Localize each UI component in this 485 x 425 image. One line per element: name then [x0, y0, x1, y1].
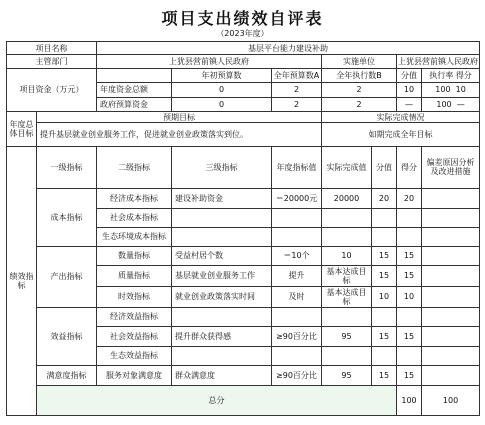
benefit-r1-target — [272, 307, 322, 326]
funds-header-initial: 年初预算数 — [172, 68, 272, 82]
dept-value: 上犹县营前镇人民政府 — [97, 55, 322, 68]
impl-value: 上犹县营前镇人民政府 — [397, 55, 480, 68]
funds-row-total-label: 年度资金总额 — [97, 83, 172, 97]
output-r1-deviation — [422, 246, 480, 265]
evaluation-table — [6, 41, 480, 416]
output-r3-l2: 时效指标 — [97, 286, 172, 307]
funds-header-score: 得分 — [455, 70, 472, 80]
benefit-r1-deviation — [422, 307, 480, 326]
cost-r2-score — [397, 208, 422, 227]
output-r2-l2: 质量指标 — [97, 265, 172, 286]
output-r2-target: 提升 — [272, 265, 322, 286]
page-year: （2023年度） — [216, 29, 269, 38]
benefit-r3-target — [272, 346, 322, 365]
perf-header-weight: 分值 — [372, 146, 397, 188]
perf-header-score: 得分 — [397, 146, 422, 188]
funds-row-gov-weight: — — [397, 97, 422, 111]
funds-row-gov-executed: 2 — [322, 97, 397, 111]
output-r3-target: 及时 — [272, 286, 322, 307]
perf-header-l2: 二级指标 — [97, 146, 172, 188]
output-r1-score: 15 — [397, 246, 422, 265]
output-r2-actual: 基本达成目标 — [322, 265, 372, 286]
satisfaction-r1-weight: 15 — [372, 365, 397, 385]
page-title: 项目支出绩效自评表 — [161, 9, 324, 28]
output-r1-weight: 15 — [372, 246, 397, 265]
satisfaction-r1-l2: 服务对象满意度 — [97, 365, 172, 385]
perf-header-deviation: 偏差原因分析及改进措施 — [422, 146, 480, 188]
cost-r2-l3 — [172, 208, 272, 227]
cost-r3-l2: 生态环境成本指标 — [97, 227, 172, 246]
total-score: 100 — [422, 385, 480, 415]
funds-row-total-annual: 2 — [272, 83, 322, 97]
dept-label: 主管部门 — [7, 55, 97, 68]
benefit-r3-weight — [372, 346, 397, 365]
funds-row-total-rate-score — [422, 83, 480, 97]
funds-header-rate: 执行率 — [429, 70, 454, 80]
benefit-r2-actual: 95 — [322, 326, 372, 346]
output-r2-deviation — [422, 265, 480, 286]
satisfaction-l1: 满意度指标 — [37, 365, 97, 385]
impl-label: 实施单位 — [322, 55, 397, 68]
cost-l1: 成本指标 — [37, 188, 97, 246]
cost-r1-target: ＝20000元 — [272, 188, 322, 208]
benefit-r2-l3: 提升群众获得感 — [172, 326, 272, 346]
output-l1: 产出指标 — [37, 246, 97, 307]
benefit-r3-l2: 生态效益指标 — [97, 346, 172, 365]
perf-header-actual: 实际完成值 — [322, 146, 372, 188]
project-name-label: 项目名称 — [7, 42, 97, 55]
cost-r2-weight — [372, 208, 397, 227]
cost-r3-weight — [372, 227, 397, 246]
perf-header-l3: 三级指标 — [172, 146, 272, 188]
funds-row-total-weight: 10 — [397, 83, 422, 97]
cost-r2-target — [272, 208, 322, 227]
benefit-r2-deviation — [422, 326, 480, 346]
funds-row-gov-initial: 0 — [172, 97, 272, 111]
benefit-r2-target: ≥90百分比 — [272, 326, 322, 346]
goals-expected-text: 提升基层就业创业服务工作，促进就业创业政策落实到位。 — [37, 123, 322, 146]
cost-r1-score: 20 — [397, 188, 422, 208]
output-r1-l3: 受益村居个数 — [172, 246, 272, 265]
cost-r3-deviation — [422, 227, 480, 246]
satisfaction-r1-deviation — [422, 365, 480, 385]
project-name-value: 基层平台能力建设补助 — [97, 42, 480, 55]
funds-row-gov-rate-score — [422, 97, 480, 111]
funds-header-annual: 全年预算数A — [272, 68, 322, 82]
benefit-r1-l2: 经济效益指标 — [97, 307, 172, 326]
output-r1-l2: 数量指标 — [97, 246, 172, 265]
goals-actual-header: 实际完成情况 — [322, 112, 480, 123]
output-r3-l3: 就业创业政策落实时间 — [172, 286, 272, 307]
funds-row-total-executed: 2 — [322, 83, 397, 97]
funds-row-gov-rate: 100 — [436, 99, 452, 109]
perf-side-label: 绩效指标 — [7, 146, 37, 415]
funds-header-executed: 全年执行数B — [322, 68, 397, 82]
benefit-r2-score: 15 — [397, 326, 422, 346]
funds-row-total-score: 10 — [455, 85, 466, 95]
output-r2-l3: 基层就业创业服务工作 — [172, 265, 272, 286]
funds-row-gov-label: 政府预算资金 — [97, 97, 172, 111]
funds-row-gov-annual: 2 — [272, 97, 322, 111]
funds-row-total-initial: 0 — [172, 83, 272, 97]
output-r1-target: ＝10个 — [272, 246, 322, 265]
benefit-r1-actual — [322, 307, 372, 326]
benefit-l1: 效益指标 — [37, 307, 97, 365]
goals-expected-header: 预期目标 — [37, 112, 322, 123]
cost-r3-target — [272, 227, 322, 246]
cost-r2-l2: 社会成本指标 — [97, 208, 172, 227]
output-r2-score: 15 — [397, 265, 422, 286]
satisfaction-r1-l3: 群众满意度 — [172, 365, 272, 385]
satisfaction-r1-target: ≥90百分比 — [272, 365, 322, 385]
goals-actual-text: 如期完成全年目标 — [322, 123, 480, 146]
output-r3-weight: 10 — [372, 286, 397, 307]
total-weight: 100 — [397, 385, 422, 415]
funds-row-total-rate: 100 — [435, 85, 451, 95]
satisfaction-r1-actual: 95 — [322, 365, 372, 385]
funds-header-weight: 分值 — [397, 68, 422, 82]
output-r1-actual: 10 — [322, 246, 372, 265]
benefit-r1-l3 — [172, 307, 272, 326]
cost-r3-actual — [322, 227, 372, 246]
cost-r1-l2: 经济成本指标 — [97, 188, 172, 208]
output-r3-score: 10 — [397, 286, 422, 307]
cost-r1-deviation — [422, 188, 480, 208]
benefit-r2-weight: 15 — [372, 326, 397, 346]
benefit-r2-l2: 社会效益指标 — [97, 326, 172, 346]
benefit-r3-actual — [322, 346, 372, 365]
output-r3-deviation — [422, 286, 480, 307]
funds-row-gov-score: — — [456, 99, 465, 109]
cost-r3-score — [397, 227, 422, 246]
benefit-r1-weight — [372, 307, 397, 326]
cost-r1-actual: 20000 — [322, 188, 372, 208]
cost-r2-deviation — [422, 208, 480, 227]
total-label: 总分 — [37, 385, 397, 415]
benefit-r3-deviation — [422, 346, 480, 365]
output-r3-actual: 基本达成目标 — [322, 286, 372, 307]
cost-r2-actual — [322, 208, 372, 227]
perf-header-l1: 一级指标 — [37, 146, 97, 188]
benefit-r3-l3 — [172, 346, 272, 365]
perf-header-target: 年度指标值 — [272, 146, 322, 188]
funds-header-rate-score — [422, 68, 480, 82]
cost-r1-l3: 建设补助资金 — [172, 188, 272, 208]
funds-header-blank — [97, 68, 172, 82]
cost-r1-weight: 20 — [372, 188, 397, 208]
satisfaction-r1-score: 15 — [397, 365, 422, 385]
benefit-r1-score — [397, 307, 422, 326]
benefit-r3-score — [397, 346, 422, 365]
goals-label: 年度总体目标 — [7, 112, 37, 147]
cost-r3-l3 — [172, 227, 272, 246]
funds-label: 项目资金（万元） — [7, 68, 97, 111]
output-r2-weight: 15 — [372, 265, 397, 286]
